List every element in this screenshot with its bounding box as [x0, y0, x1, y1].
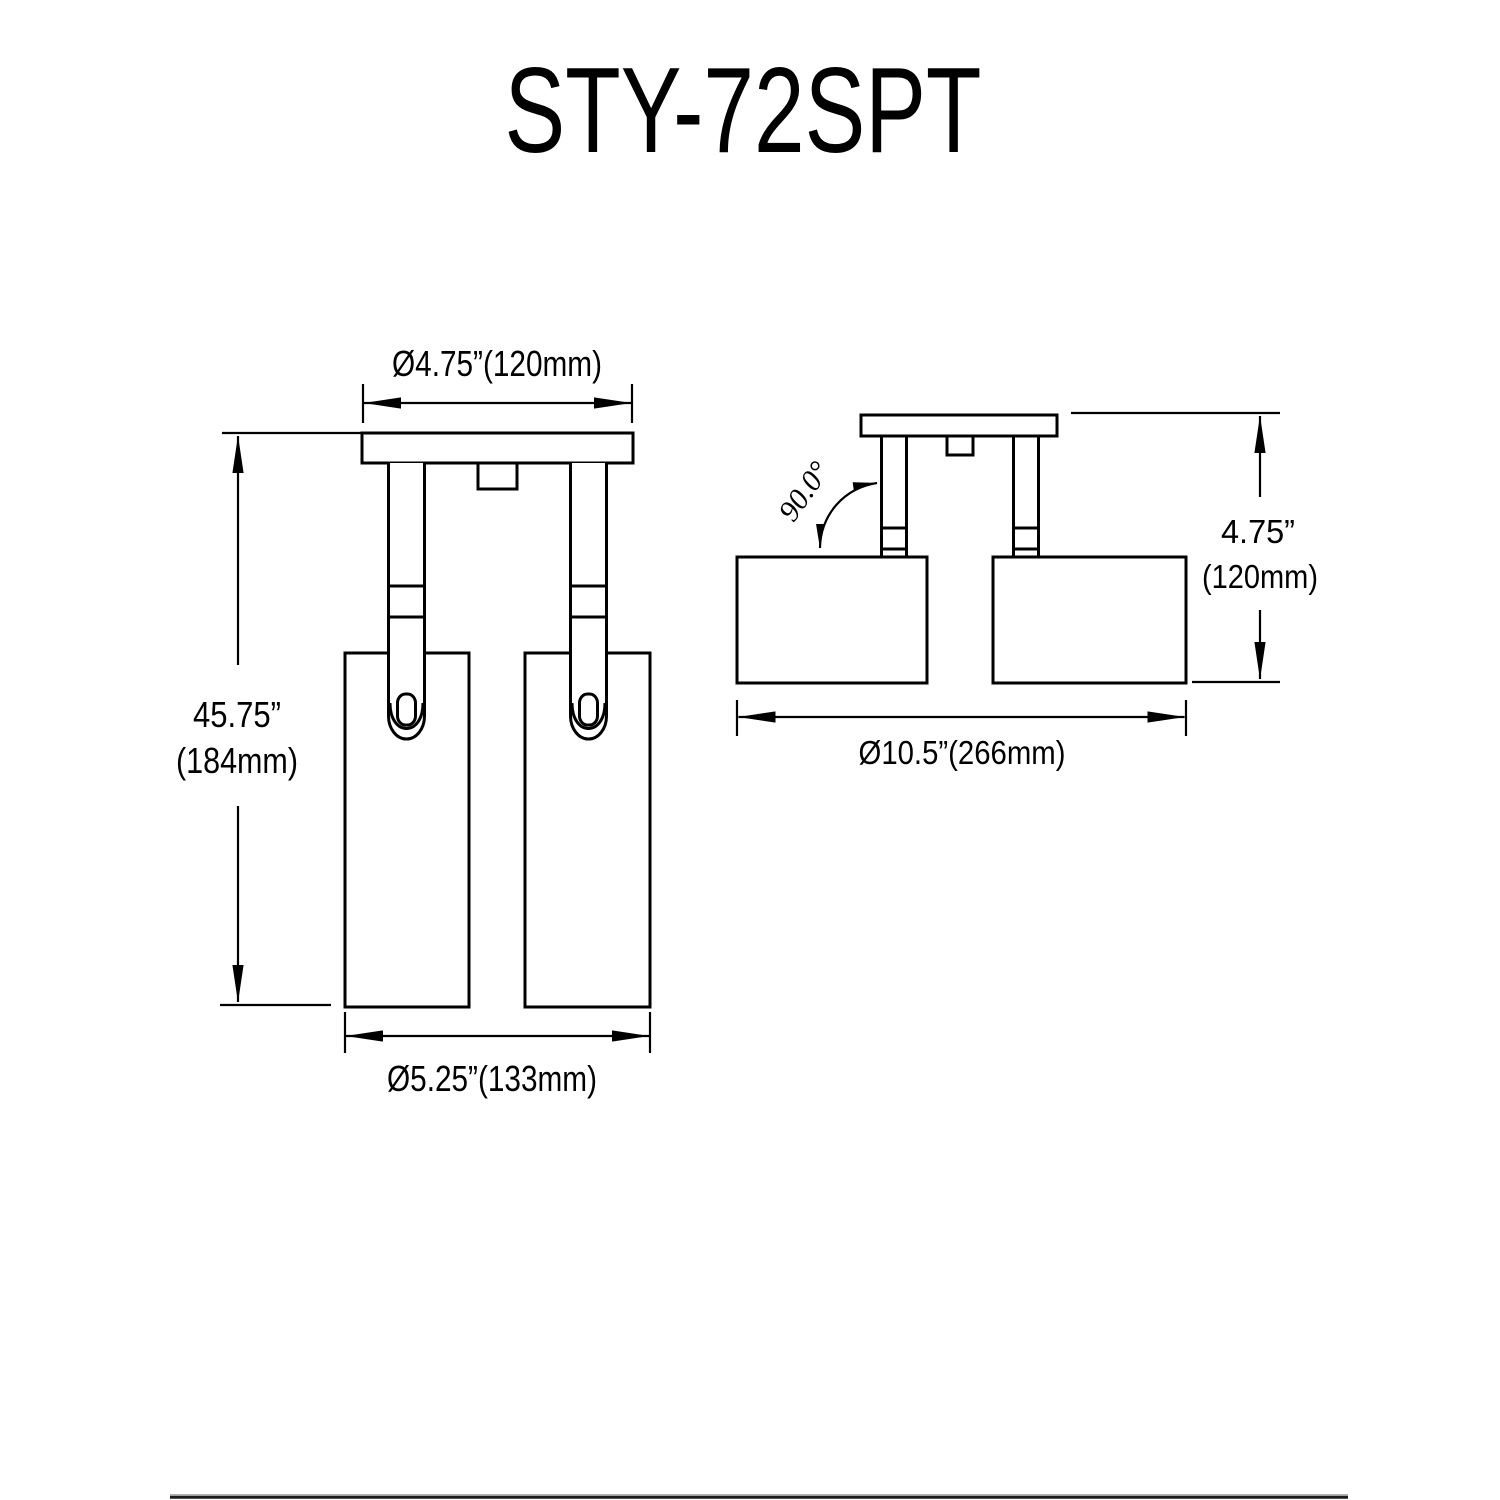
side-left-shade — [737, 557, 927, 683]
front-body-width-label: Ø5.25”(133mm) — [387, 1058, 597, 1099]
side-swivel-angle-label: 90.0° — [772, 455, 837, 528]
footer-rule — [170, 1495, 1348, 1497]
side-height-inches-label: 4.75” — [1221, 513, 1295, 550]
side-left-stem — [882, 436, 907, 557]
front-height-mm-label: (184mm) — [176, 740, 298, 781]
side-center-stub — [947, 436, 973, 455]
front-bottom-extension-ticks — [345, 1012, 650, 1053]
side-height-mm-label: (120mm) — [1202, 558, 1318, 595]
side-canopy-plate — [861, 415, 1057, 436]
front-height-inches-label: 45.75” — [193, 694, 281, 735]
side-swivel-arc — [820, 483, 877, 548]
side-view-fixture — [737, 415, 1186, 683]
front-right-bulb — [580, 694, 598, 725]
front-center-stub — [478, 463, 517, 489]
front-canopy-plate — [362, 433, 633, 463]
model-number-title: STY-72SPT — [504, 42, 982, 178]
side-right-shade — [993, 557, 1186, 683]
front-view — [176, 343, 650, 1099]
side-overall-width-label: Ø10.5”(266mm) — [858, 734, 1066, 771]
side-right-stem — [1014, 436, 1039, 557]
front-view-fixture — [345, 433, 650, 1007]
front-left-bulb — [398, 694, 416, 725]
front-canopy-width-label: Ø4.75”(120mm) — [392, 343, 602, 384]
side-view — [737, 413, 1318, 771]
